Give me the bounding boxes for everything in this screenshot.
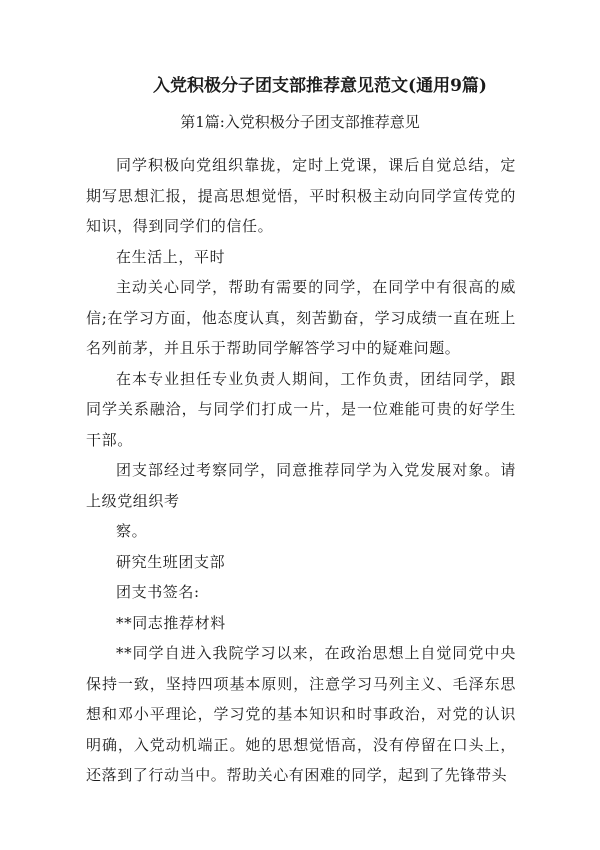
paragraph: **同学自进入我院学习以来，在政治思想上自觉同党中央保持一致，坚持四项基本原则，注意学习马列主义、毛泽东思想和邓小平理论，学习党的基本知识和时事政治，对党的认识明确，入党动机端正。她的思想觉悟高，没有停留在口头上，还落到了行动当中。帮助关心有困难的同学，起到了先锋带头: [86, 644, 516, 784]
paragraph: **同志推荐材料: [116, 613, 226, 632]
document-subtitle: 第1篇:入党积极分子团支部推荐意见: [180, 113, 420, 131]
document-title: 入党积极分子团支部推荐意见范文(通用9篇): [153, 76, 487, 96]
paragraph: 研究生班团支部: [116, 552, 226, 571]
paragraph: 团支书签名:: [116, 583, 200, 601]
document-body: [86, 150, 516, 791]
paragraph: 主动关心同学，帮助有需要的同学，在同学中有很高的威信;在学习方面，他态度认真，刻苦勤奋，学习成绩一直在班上名列前茅，并且乐于帮助同学解答学习中的疑难问题。: [86, 278, 516, 357]
paragraph: 同学积极向党组织靠拢，定时上党课，课后自觉总结，定期写思想汇报，提高思想觉悟，平时积极主动向同学宣传党的知识，得到同学们的信任。: [86, 156, 516, 235]
paragraph: 团支部经过考察同学，同意推荐同学为入党发展对象。请上级党组织考: [86, 461, 516, 510]
paragraph: 在生活上，平时: [116, 247, 226, 266]
paragraph: 察。: [116, 522, 148, 540]
paragraph: 在本专业担任专业负责人期间，工作负责，团结同学，跟同学关系融洽，与同学们打成一片，是一位难能可贵的好学生干部。: [86, 369, 516, 449]
